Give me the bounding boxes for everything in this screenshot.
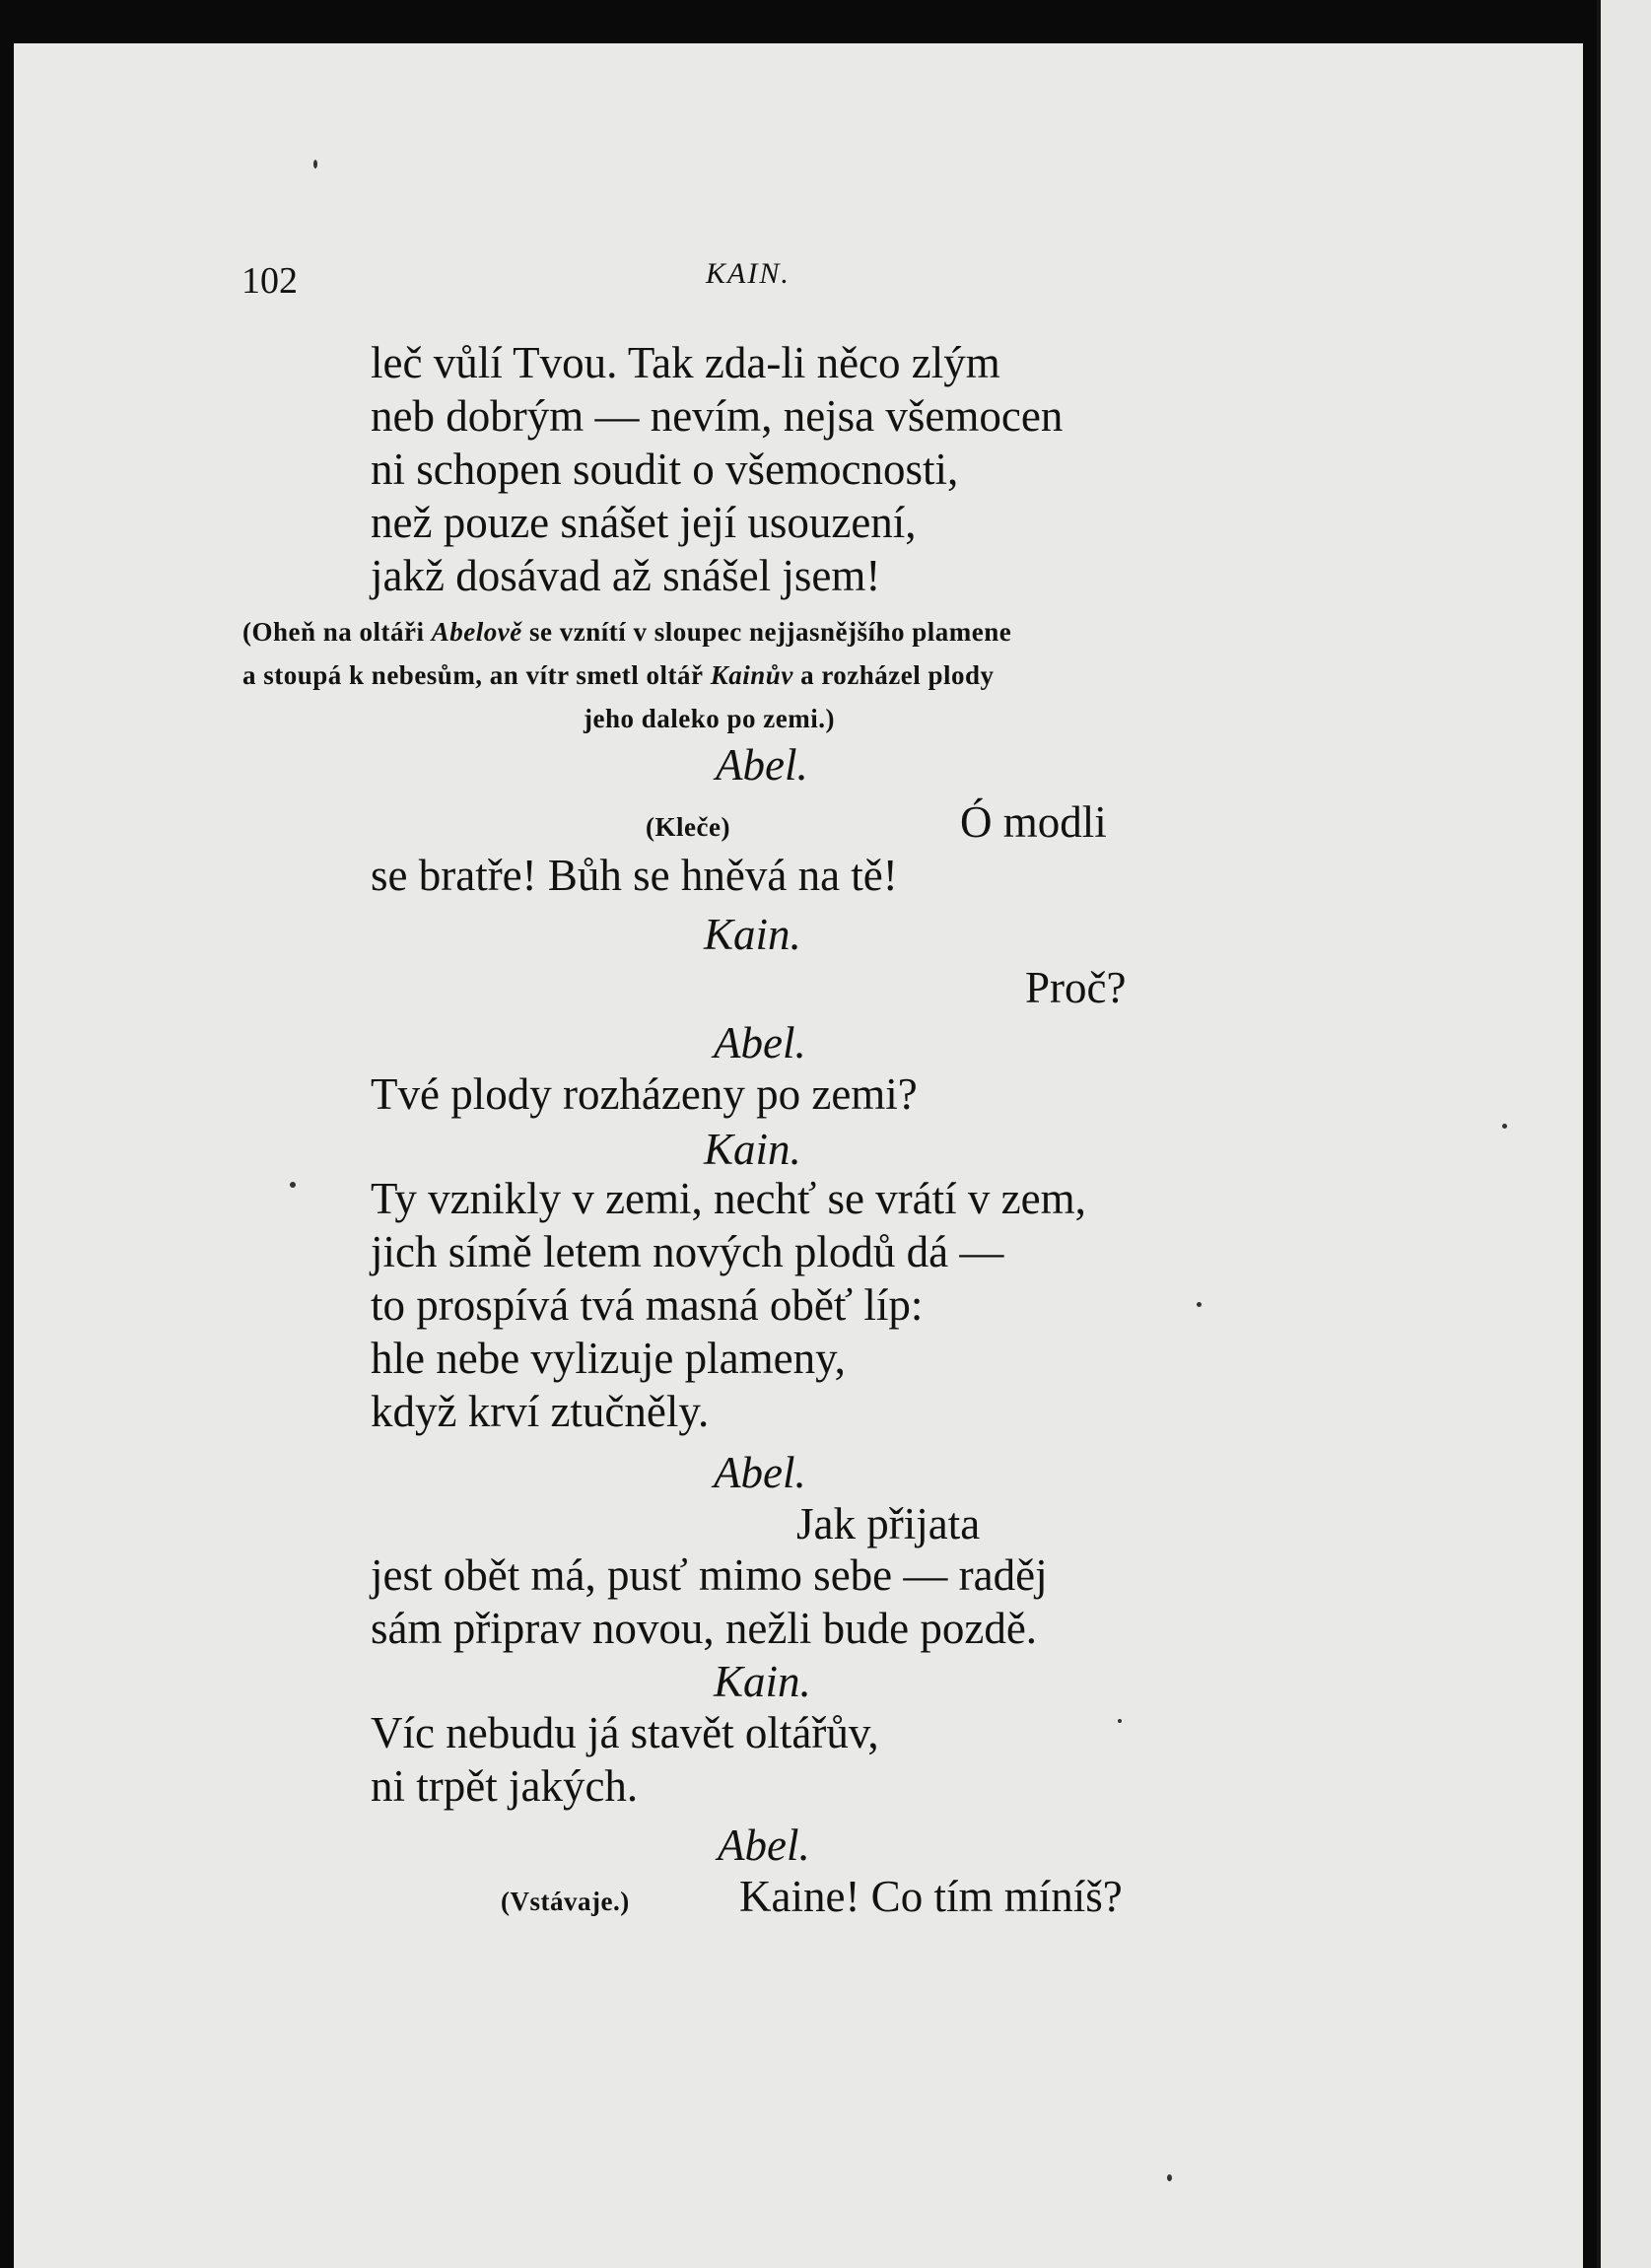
verse-line: ni trpět jakých. [371, 1761, 639, 1811]
stage-direction-text: a stoupá k nebesům, an vítr smetl oltář [242, 660, 711, 690]
verse-line: ni schopen soudit o všemocnosti, [371, 445, 959, 494]
verse-line: leč vůlí Tvou. Tak zda-li něco zlým [371, 338, 1000, 387]
stage-direction-name: Kainův [710, 660, 793, 690]
verse-line: jest obět má, pusť mimo sebe — raděj [371, 1550, 1048, 1600]
verse-line: než pouze snášet její usouzení, [371, 498, 917, 547]
verse-line: Ó modli [960, 797, 1107, 847]
verse-line: to prospívá tvá masná oběť líp: [371, 1280, 924, 1330]
verse-line: Kaine! Co tím míníš? [739, 1872, 1123, 1921]
paper-speck [1118, 1719, 1122, 1723]
paper-speck [313, 160, 317, 169]
speaker-name: Abel. [714, 1018, 806, 1067]
stage-direction-fire: jeho daleko po zemi.) [584, 704, 835, 733]
paper-speck [1167, 2174, 1172, 2181]
verse-line: hle nebe vylizuje plameny, [371, 1334, 846, 1383]
speaker-name: Abel. [716, 740, 808, 790]
speaker-name: Abel. [714, 1448, 806, 1497]
verse-line: Jak přijata [796, 1499, 981, 1548]
stage-direction-fire [242, 619, 1011, 646]
verse-line: jakž dosávad až snášel jsem! [371, 551, 881, 600]
page-number: 102 [241, 260, 298, 302]
book-page [14, 43, 1583, 2268]
speaker-name: Abel. [718, 1821, 810, 1870]
stage-direction-text: (Oheň na oltáři [242, 617, 432, 647]
verse-line: neb dobrým — nevím, nejsa všemocen [371, 391, 1064, 441]
speaker-name: Kain. [714, 1657, 811, 1706]
stage-direction-fire [242, 662, 995, 689]
next-page-edge [1597, 0, 1651, 2268]
speaker-name: Kain. [704, 1125, 801, 1174]
stage-direction-text: se vznítí v sloupec nejjasnějšího plamene [521, 617, 1012, 647]
verse-line: Ty vznikly v zemi, nechť se vrátí v zem, [371, 1174, 1086, 1223]
paper-speck [1502, 1124, 1507, 1129]
speaker-name: Kain. [704, 910, 801, 959]
stage-direction-rising: (Vstávaje.) [501, 1887, 630, 1916]
verse-line: se bratře! Bůh se hněvá na tě! [371, 851, 898, 900]
verse-line: Víc nebudu já stavět oltářův, [371, 1708, 879, 1757]
scan-border [1546, 0, 1593, 43]
verse-line: sám připrav novou, nežli bude pozdě. [371, 1604, 1038, 1653]
stage-direction-kneeling: (Kleče) [646, 812, 730, 842]
verse-line: Proč? [1025, 963, 1127, 1012]
paper-speck [290, 1182, 296, 1188]
verse-line: jich símě letem nových plodů dá — [371, 1227, 1004, 1276]
running-title: KAIN. [706, 257, 791, 290]
stage-direction-name: Abelově [431, 617, 522, 647]
stage-direction-text: a rozházel plody [792, 660, 995, 690]
page-gutter-line [1597, 0, 1601, 2268]
paper-speck [1197, 1302, 1202, 1307]
verse-line: Tvé plody rozházeny po zemi? [371, 1069, 918, 1119]
verse-line: když krví ztučněly. [371, 1387, 710, 1436]
